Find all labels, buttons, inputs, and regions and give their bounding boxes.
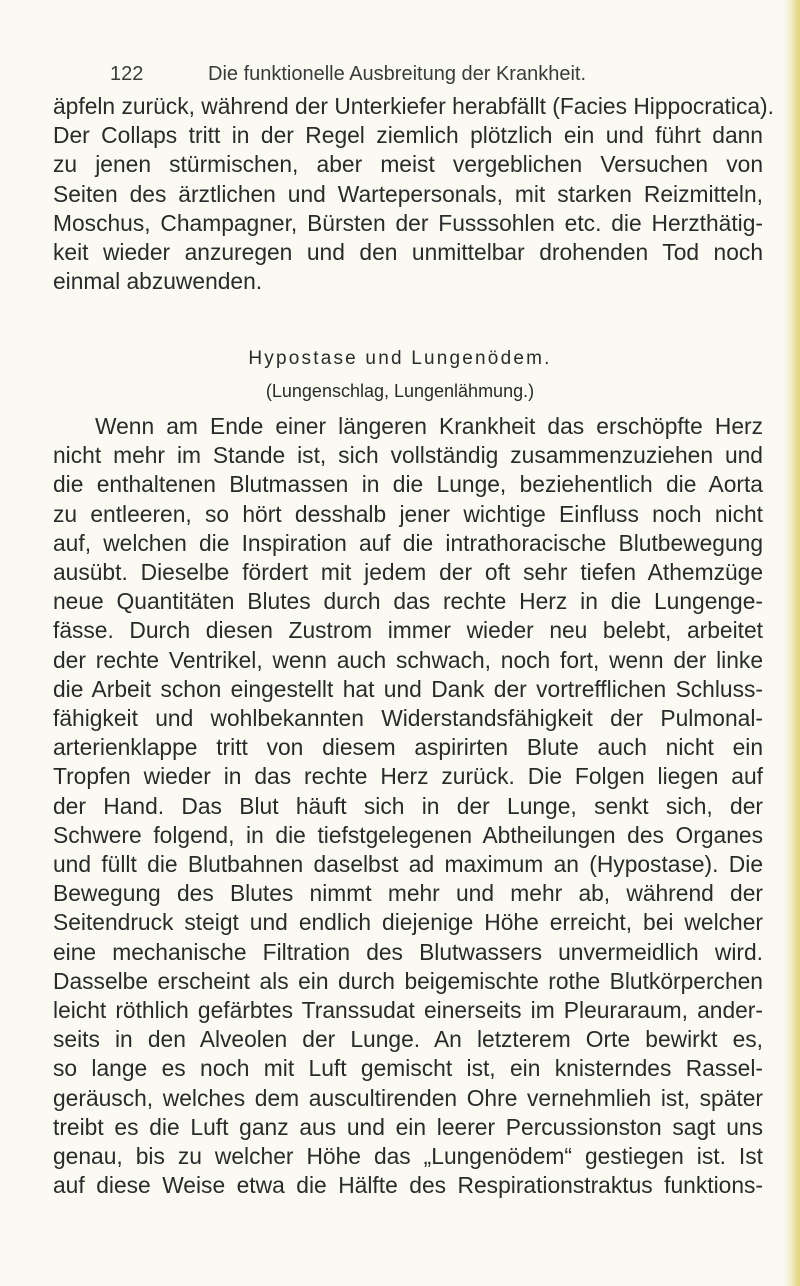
text-line: der rechte Ventrikel, wenn auch schwach, noch fort, wenn der linke xyxy=(53,646,763,673)
page-edge-shading xyxy=(784,0,800,1286)
running-header xyxy=(110,63,750,93)
text-line: Moschus, Champagner, Bürsten der Fusssohlen etc. die Herzthätig- xyxy=(53,209,763,236)
text-line: leicht röthlich gefärbtes Transsudat einerseits im Pleuraraum, ander- xyxy=(53,997,763,1024)
text-line: Schwere folgend, in die tiefstgelegenen Abtheilungen des Organes xyxy=(53,821,763,848)
text-line: Der Collaps tritt in der Regel ziemlich plötzlich ein und führt dann xyxy=(53,122,763,149)
text-line: der Hand. Das Blut häuft sich in der Lunge, senkt sich, der xyxy=(53,792,763,819)
text-line: genau, bis zu welcher Höhe das „Lungenödem“ gestiegen ist. Ist xyxy=(53,1143,763,1170)
section-subheading: (Lungenschlag, Lungenlähmung.) xyxy=(265,381,535,401)
text-line: Dasselbe erscheint als ein durch beigemischte rothe Blutkörperchen xyxy=(53,967,763,994)
text-line: auf, welchen die Inspiration auf die intrathoracische Blutbewegung xyxy=(53,529,763,556)
text-line: keit wieder anzuregen und den unmittelbar drohenden Tod noch xyxy=(53,239,763,266)
text-line: Tropfen wieder in das rechte Herz zurück. Die Folgen liegen auf xyxy=(53,763,763,790)
running-header-title: Die funktionelle Ausbreitung der Krankheit. xyxy=(208,63,587,85)
text-line: eine mechanische Filtration des Blutwassers unvermeidlich wird. xyxy=(53,938,763,965)
text-line: zu entleeren, so hört desshalb jener wichtige Einfluss noch nicht xyxy=(53,500,763,527)
text-line: einmal abzuwenden. xyxy=(53,268,263,295)
text-line: treibt es die Luft ganz aus und ein leerer Percussionston sagt uns xyxy=(53,1113,763,1140)
text-line: und füllt die Blutbahnen daselbst ad maximum an (Hypostase). Die xyxy=(53,851,763,878)
text-line: die enthaltenen Blutmassen in die Lunge, beziehentlich die Aorta xyxy=(53,471,763,498)
text-line: Seitendruck steigt und endlich diejenige Höhe erreicht, bei welcher xyxy=(53,909,763,936)
text-line: Wenn am Ende einer längeren Krankheit das erschöpfte Herz xyxy=(95,413,763,439)
text-line: geräusch, welches dem auscultirenden Ohre vernehmlieh ist, später xyxy=(53,1084,763,1111)
text-line: ausübt. Dieselbe fördert mit jedem der oft sehr tiefen Athemzüge xyxy=(53,559,763,586)
text-line: zu jenen stürmischen, aber meist vergeblichen Versuchen von xyxy=(53,151,763,178)
text-line: arterienklappe tritt von diesem aspirirten Blute auch nicht ein xyxy=(53,734,763,761)
paragraph-2 xyxy=(53,412,763,1200)
text-line: seits in den Alveolen der Lunge. An letzterem Orte bewirkt es, xyxy=(53,1026,763,1053)
text-line: so lange es noch mit Luft gemischt ist, ein knisterndes Rassel- xyxy=(53,1055,763,1082)
page-number: 122 xyxy=(110,63,144,85)
text-line: nicht mehr im Stande ist, sich vollständig zusammenzuziehen und xyxy=(53,442,763,469)
paragraph-1 xyxy=(53,92,774,296)
section-heading: Hypostase und Lungenödem. xyxy=(248,348,552,369)
text-line: neue Quantitäten Blutes durch das rechte Herz in die Lungenge- xyxy=(53,588,763,615)
text-line: Bewegung des Blutes nimmt mehr und mehr ab, während der xyxy=(53,880,763,907)
text-line: fässe. Durch diesen Zustrom immer wieder neu belebt, arbeitet xyxy=(53,617,763,644)
text-line: Seiten des ärztlichen und Wartepersonals, mit starken Reizmitteln, xyxy=(53,180,763,207)
text-line: auf diese Weise etwa die Hälfte des Respirationstraktus funktions- xyxy=(53,1172,763,1199)
text-line: äpfeln zurück, während der Unterkiefer herabfällt (Facies Hippocratica). xyxy=(53,93,774,119)
text-line: die Arbeit schon eingestellt hat und Dank der vortrefflichen Schluss- xyxy=(53,675,763,702)
text-line: fähigkeit und wohlbekannten Widerstandsfähigkeit der Pulmonal- xyxy=(53,705,763,732)
